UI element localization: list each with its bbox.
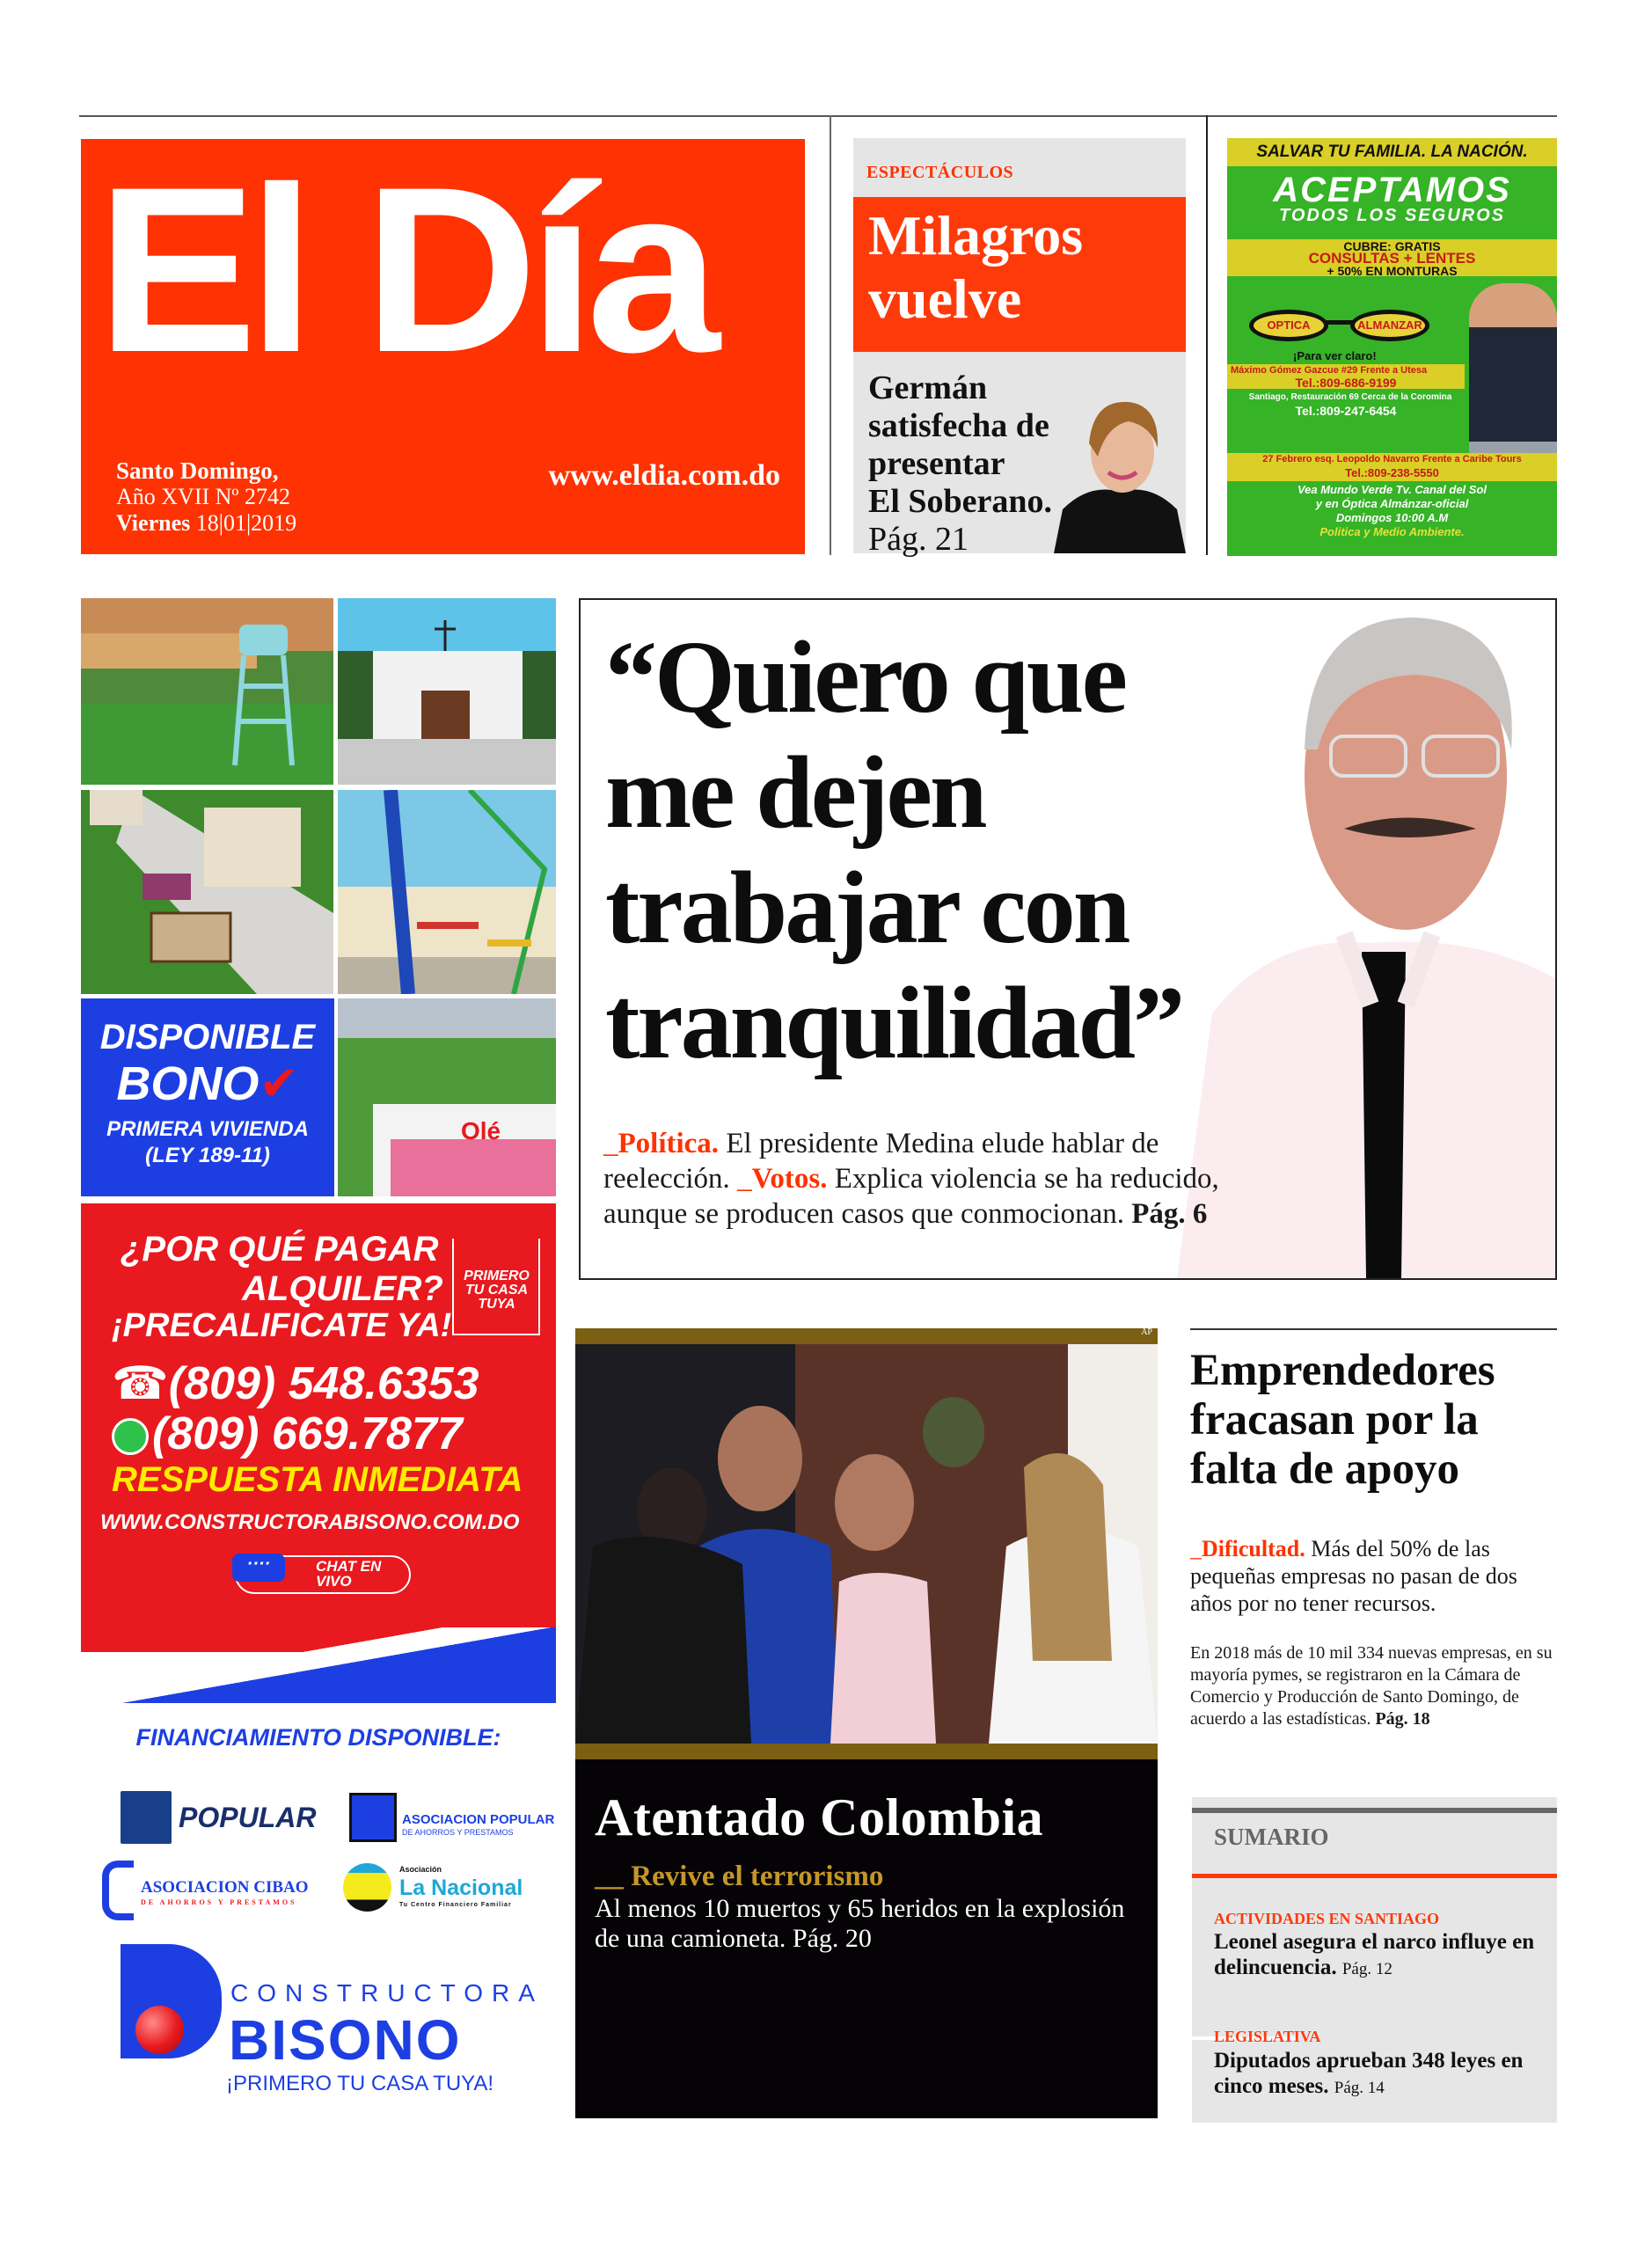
sumario-item-kicker: LEGISLATIVA	[1214, 2028, 1321, 2045]
phone-row[interactable]	[112, 1357, 479, 1410]
ad-question: ALQUILER?	[242, 1269, 443, 1308]
bank-subtitle: Tu Centro Financiero Familiar	[399, 1902, 512, 1908]
masthead	[81, 139, 805, 554]
glasses-logo-icon	[1249, 310, 1451, 345]
ad-address: Santiago, Restauración 69 Cerca de la Coromina	[1248, 392, 1452, 402]
column-divider	[1206, 115, 1208, 555]
ad-question: ¿POR QUÉ PAGAR	[121, 1230, 439, 1269]
deck-text: Más del 50% de las pequeñas empresas no pasan de dos años por no tener recursos.	[1190, 1536, 1517, 1616]
bisono-red-ad[interactable]	[81, 1203, 556, 1652]
sumario-item[interactable]	[1214, 2048, 1553, 2101]
bono-title	[81, 1056, 334, 1111]
ad-headline-sub: TODOS LOS SEGUROS	[1279, 206, 1505, 225]
constructora-bisono-logo[interactable]	[81, 1935, 556, 2102]
bono-word: BONO	[116, 1057, 259, 1110]
bank-prefix: Asociación	[399, 1865, 442, 1874]
ad-promo-line: Vea Mundo Verde Tv. Canal del Sol	[1297, 483, 1488, 496]
kicker-dash: _	[1190, 1536, 1202, 1561]
brand-slogan: ¡PRIMERO TU CASA TUYA!	[226, 2072, 494, 2095]
emprendedores-headline[interactable]: Emprendedores fracasan por la falta de apoyo	[1190, 1346, 1495, 1494]
lead-deck	[603, 1126, 1237, 1232]
optica-almanzar-ad[interactable]	[1227, 138, 1557, 556]
telephone-icon: ☎	[112, 1358, 169, 1409]
sumario-top-rule	[1192, 1808, 1557, 1813]
page-reference: Pág. 18	[1375, 1709, 1430, 1729]
sumario-title: SUMARIO	[1214, 1824, 1329, 1850]
kicker-dash: _	[603, 1128, 618, 1159]
red-ball-icon	[135, 2006, 184, 2054]
kicker-dificultad: Dificultad.	[1202, 1536, 1305, 1561]
financing-label: FINANCIAMIENTO DISPONIBLE:	[135, 1724, 501, 1751]
espectaculos-teaser[interactable]	[853, 138, 1186, 558]
sumario-item[interactable]	[1214, 1929, 1553, 1982]
bank-name: ASOCIACION POPULAR	[402, 1812, 555, 1827]
bank-name: La Nacional	[399, 1875, 523, 1900]
colombia-headline: Atentado Colombia	[595, 1788, 1044, 1846]
sumario-box	[1192, 1797, 1557, 2123]
phone-number: (809) 548.6353	[168, 1358, 479, 1409]
emprendedores-body	[1190, 1642, 1560, 1730]
ad-phone: Tel.:809-238-5550	[1345, 466, 1439, 479]
kicker-politica: Política.	[618, 1128, 720, 1159]
headline-line: me dejen	[605, 735, 985, 850]
ad-cta: ¡PRECALIFICATE YA!	[112, 1307, 452, 1344]
kicker-text: Revive el terrorismo	[631, 1861, 884, 1892]
ad-headline: ACEPTAMOS	[1273, 171, 1511, 209]
teaser-headline-line: vuelve	[868, 267, 1022, 330]
teaser-subhead-line: Germán	[868, 369, 988, 406]
lead-story[interactable]	[579, 598, 1557, 1280]
masthead-city: Santo Domingo,	[116, 457, 279, 484]
deck-text: El presidente Medina elude hablar de reelección.	[603, 1128, 1159, 1195]
photo-credit: AP	[1141, 1327, 1152, 1337]
ad-promo-line: Domingos 10:00 A.M	[1335, 511, 1449, 524]
teaser-headline-box	[853, 197, 1186, 352]
story-rule	[1190, 1328, 1557, 1330]
church-photo	[338, 598, 556, 785]
shopping-center-photo	[338, 998, 556, 1196]
bisono-ad-photo-grid[interactable]	[81, 598, 556, 1196]
section-kicker: ESPECTÁCULOS	[866, 163, 1014, 182]
bank-name: POPULAR	[179, 1802, 317, 1833]
asociacion-popular-icon	[349, 1793, 397, 1842]
emprendedores-deck	[1190, 1535, 1560, 1617]
headline-line: tranquilidad”	[605, 965, 1183, 1080]
teaser-subhead	[868, 369, 1052, 521]
page-reference: Pág. 14	[1334, 2079, 1385, 2097]
lead-headline	[605, 619, 1182, 1080]
ad-offer-line: CONSULTAS + LENTES	[1308, 250, 1476, 267]
portrait-photo	[1054, 377, 1186, 553]
colombia-kicker	[595, 1861, 883, 1893]
deck-text: Explica violencia se ha reducido, aunque se producen casos que conmocionan.	[603, 1163, 1219, 1230]
colombia-body: Al menos 10 muertos y 65 heridos en la explosión de una camioneta. Pág. 20	[595, 1894, 1125, 1953]
sumario-item-headline: Diputados aprueban 348 leyes en cinco meses.	[1214, 2049, 1524, 2098]
bono-line: DISPONIBLE	[99, 1018, 316, 1057]
bono-line: PRIMERA VIVIENDA	[106, 1117, 309, 1141]
ad-address: Máximo Gómez Gazcue #29 Frente a Utesa	[1227, 364, 1465, 377]
ad-phone: Tel.:809-247-6454	[1295, 404, 1397, 418]
kicker-dash: __	[595, 1861, 632, 1892]
newspaper-logo[interactable]: El Día	[97, 137, 712, 401]
teaser-headline-line: Milagros	[868, 204, 1084, 267]
body-text: En 2018 más de 10 mil 334 nuevas empresas, en su mayoría pymes, se registraron en la Cámara de Comercio y Producción de Santo Domingo, de acuerdo a las estadísticas.	[1190, 1643, 1553, 1729]
house-text: PRIMERO TU CASA TUYA	[464, 1269, 530, 1312]
ad-phone: Tel.:809-686-9199	[1227, 377, 1465, 389]
brand-prefix: CONSTRUCTORA	[230, 1979, 544, 2007]
masthead-date	[116, 510, 296, 537]
ad-website[interactable]: WWW.CONSTRUCTORABISONO.COM.DO	[100, 1510, 520, 1534]
gold-bar	[575, 1328, 1158, 1344]
chat-bubble-icon: ····	[232, 1554, 285, 1582]
page-reference: Pág. 21	[868, 521, 969, 558]
ad-address	[1227, 453, 1557, 481]
masthead-url[interactable]: www.eldia.com.do	[548, 459, 780, 492]
teaser-subhead-line: presentar	[868, 445, 1005, 482]
teaser-subhead-line: El Soberano.	[868, 483, 1053, 520]
spokesman-photo	[1469, 283, 1557, 459]
sumario-red-rule	[1192, 1874, 1557, 1878]
bono-badge	[81, 998, 334, 1196]
ad-address-line: 27 Febrero esq. Leopoldo Navarro Frente a Caribe Tours	[1262, 454, 1522, 464]
bank-subtitle: DE AHORROS Y PRESTAMOS	[402, 1828, 514, 1837]
masthead-day: Viernes	[116, 510, 191, 536]
gold-bar	[575, 1744, 1158, 1759]
whatsapp-icon	[112, 1418, 149, 1455]
whatsapp-row[interactable]	[112, 1408, 463, 1460]
sumario-item-headline: Leonel asegura el narco influye en delincuencia.	[1214, 1930, 1535, 1979]
bono-line: (LEY 189-11)	[145, 1144, 270, 1167]
la-nacional-logo-icon	[343, 1863, 391, 1912]
page-reference: Pág. 6	[1131, 1198, 1208, 1230]
ad-offer-band	[1227, 239, 1557, 276]
headline-line: “Quiero que	[605, 619, 1125, 735]
playground-photo	[338, 790, 556, 994]
masthead-issue: Año XVII Nº 2742	[116, 484, 290, 509]
masthead-date-value: 18|01|2019	[195, 510, 297, 536]
headline-line: trabajar con	[605, 850, 1129, 965]
ad-offer-line: + 50% EN MONTURAS	[1327, 264, 1458, 278]
ad-offer-line: CUBRE: GRATIS	[1343, 239, 1441, 253]
kicker-votos: Votos.	[751, 1163, 828, 1195]
page-reference: Pág. 12	[1341, 1960, 1393, 1978]
ad-top-banner: SALVAR TU FAMILIA. LA NACIÓN.	[1227, 138, 1557, 166]
column-divider	[830, 115, 831, 555]
cibao-logo-icon	[102, 1861, 134, 1920]
glasses-bridge	[1327, 320, 1353, 325]
teaser-headline	[868, 204, 1083, 331]
ad-promo-line: Politica y Medio Ambiente.	[1319, 525, 1465, 538]
decorative-stripe	[81, 1627, 556, 1703]
residential-aerial-photo	[81, 790, 333, 994]
bank-name: ASOCIACION CIBAO	[141, 1878, 309, 1897]
colombia-story[interactable]	[575, 1328, 1158, 2118]
brand-name: BISONO	[229, 2008, 462, 2072]
lens-left: OPTICA	[1249, 310, 1328, 341]
ad-tagline: ¡Para ver claro!	[1293, 349, 1377, 362]
sumario-item-kicker: ACTIVIDADES EN SANTIAGO	[1214, 1910, 1440, 1927]
popular-logo-icon	[121, 1791, 172, 1844]
chat-label: CHAT EN VIVO	[316, 1558, 382, 1590]
teaser-subhead-line: satisfecha de	[868, 407, 1049, 444]
ad-promo-line: y en Óptica Almánzar-oficial	[1315, 497, 1469, 510]
kicker-dash: _	[737, 1163, 752, 1195]
aerial-photo-water-tower	[81, 598, 333, 785]
phone-number: (809) 669.7877	[152, 1408, 463, 1459]
checkmark-icon: ✔	[259, 1057, 299, 1110]
ad-promo	[1227, 483, 1557, 539]
mourners-photo	[575, 1344, 1158, 1744]
top-rule	[79, 115, 1557, 117]
chat-button[interactable]	[235, 1555, 411, 1594]
lens-right: ALMANZAR	[1350, 310, 1429, 341]
ad-response-text: RESPUESTA INMEDIATA	[112, 1460, 523, 1499]
store-sign: Olé	[461, 1117, 501, 1144]
bank-subtitle: DE AHORROS Y PRESTAMOS	[141, 1898, 297, 1906]
